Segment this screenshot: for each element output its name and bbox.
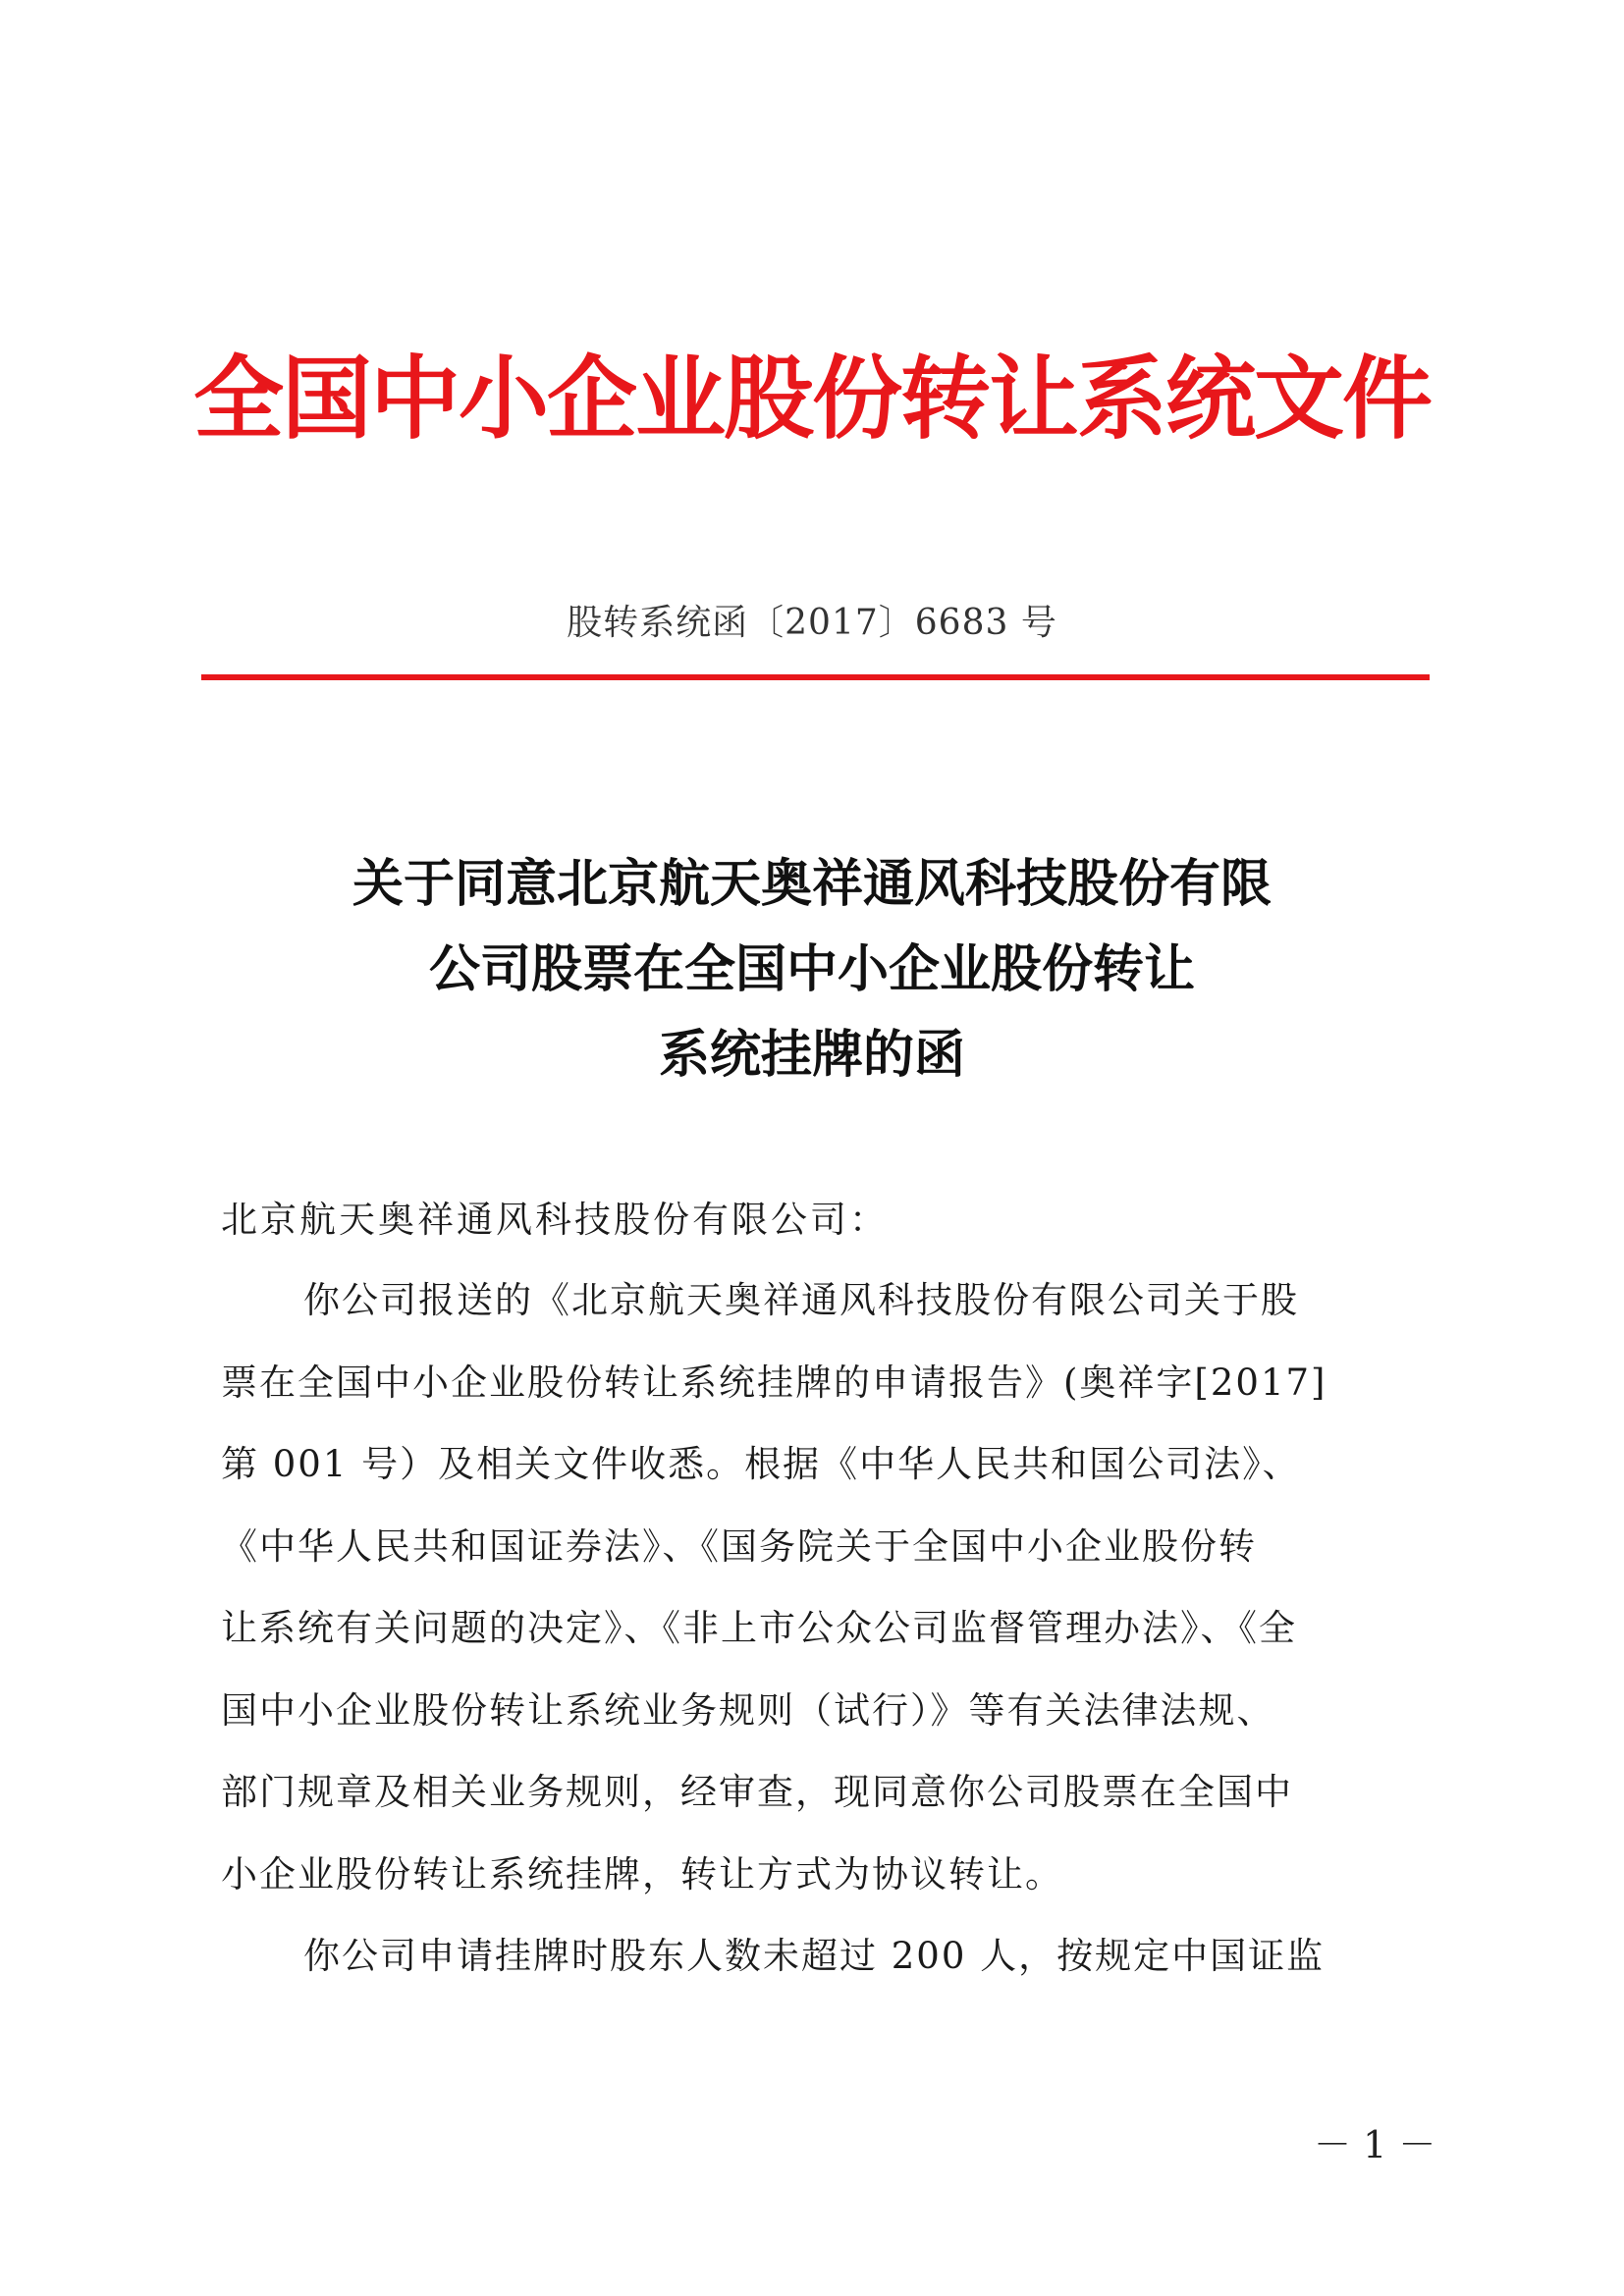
page-number: － 1 － bbox=[1314, 2123, 1436, 2166]
body-line-5: 让系统有关问题的决定》、《非上市公众公司监督管理办法》、《全 bbox=[221, 1607, 1297, 1649]
body-line-6: 国中小企业股份转让系统业务规则（试行）》等有关法律法规、 bbox=[221, 1688, 1275, 1732]
document-masthead: 全国中小企业股份转让系统文件 bbox=[192, 347, 1431, 452]
title-line-1: 关于同意北京航天奥祥通风科技股份有限 bbox=[352, 855, 1272, 914]
body-line-3: 第 001 号）及相关文件收悉。根据《中华人民共和国公司法》、 bbox=[221, 1443, 1301, 1485]
body-line-2: 票在全国中小企业股份转让系统挂牌的申请报告》(奥祥字[2017] bbox=[221, 1361, 1327, 1404]
body-text bbox=[221, 1276, 1438, 2014]
body-line-9: 你公司申请挂牌时股东人数未超过 200 人，按规定中国证监 bbox=[303, 1935, 1326, 1977]
body-line-7: 部门规章及相关业务规则，经审查，现同意你公司股票在全国中 bbox=[221, 1771, 1293, 1813]
document-title bbox=[0, 842, 1624, 1098]
body-line-8: 小企业股份转让系统挂牌，转让方式为协议转让。 bbox=[221, 1852, 1063, 1896]
title-line-3: 系统挂牌的函 bbox=[658, 1026, 965, 1085]
title-line-2: 公司股票在全国中小企业股份转让 bbox=[428, 940, 1195, 999]
addressee: 北京航天奥祥通风科技股份有限公司： bbox=[221, 1199, 889, 1241]
document-number: 股转系统函〔2017〕6683 号 bbox=[567, 603, 1057, 643]
body-line-1: 你公司报送的《北京航天奥祥通风科技股份有限公司关于股 bbox=[303, 1279, 1299, 1321]
red-divider-rule bbox=[201, 674, 1430, 680]
body-line-4: 《中华人民共和国证券法》、《国务院关于全国中小企业股份转 bbox=[221, 1524, 1257, 1568]
